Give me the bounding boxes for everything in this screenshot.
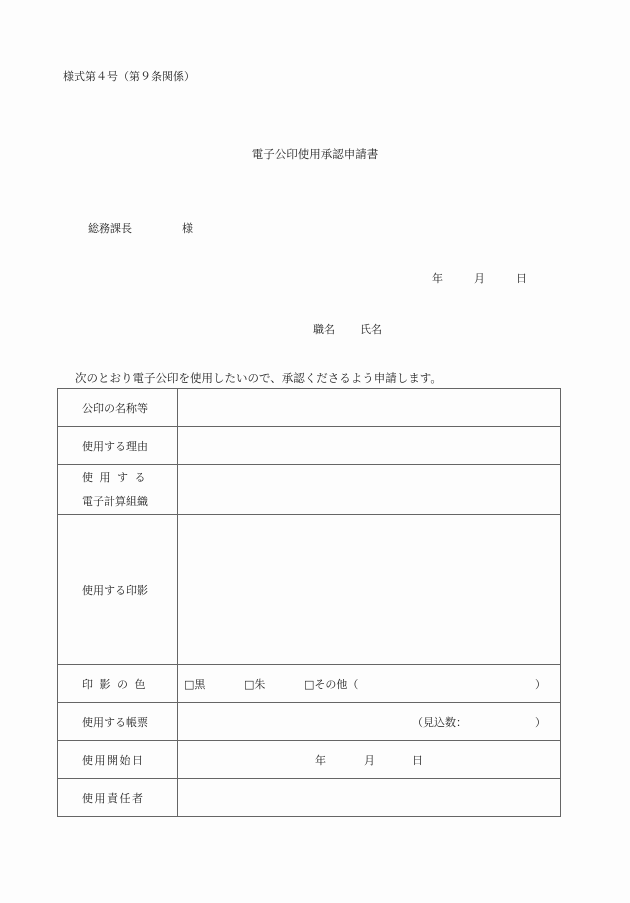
document-title: 電子公印使用承認申請書: [251, 147, 379, 161]
date-month-label: 月: [474, 272, 485, 285]
table-row: [58, 389, 561, 427]
row-label-line2: 電子計算組織: [82, 494, 148, 508]
start-date-field[interactable]: [178, 741, 561, 779]
color-option-other[interactable]: □その他（: [304, 677, 359, 691]
table-row: [58, 741, 561, 779]
row-label-line1: 使 用 す る: [82, 470, 147, 484]
addressee-name: 総務課長: [88, 222, 132, 235]
seal-name-field[interactable]: [178, 389, 561, 427]
seal-impression-field[interactable]: [178, 515, 561, 665]
row-label: 使用する帳票: [58, 703, 178, 741]
table-row: [58, 427, 561, 465]
responsible-person-field[interactable]: [178, 779, 561, 817]
color-option-black[interactable]: □黒: [184, 677, 206, 691]
usage-reason-field[interactable]: [178, 427, 561, 465]
addressee-honorific: 様: [182, 222, 193, 235]
table-row: [58, 465, 561, 515]
row-label: [58, 465, 178, 515]
seal-color-field: [178, 665, 561, 703]
intro-text: 次のとおり電子公印を使用したいので、承認くださるよう申請します。: [75, 371, 442, 385]
row-label: 公印の名称等: [58, 389, 178, 427]
color-option-vermilion[interactable]: □朱: [244, 677, 266, 691]
row-label: 使用する印影: [58, 515, 178, 665]
start-year-label: 年: [315, 753, 326, 767]
start-month-label: 月: [364, 753, 375, 767]
applicant-info: [313, 321, 382, 337]
computer-system-field[interactable]: [178, 465, 561, 515]
form-number: 様式第４号（第９条関係）: [63, 70, 195, 83]
close-paren: ）: [535, 715, 546, 729]
addressee: [88, 220, 193, 236]
name-label: 氏名: [360, 323, 382, 336]
date-year-label: 年: [432, 272, 443, 285]
forms-field[interactable]: [178, 703, 561, 741]
table-row: [58, 779, 561, 817]
row-label: 印 影 の 色: [58, 665, 178, 703]
application-form-table: [57, 388, 561, 817]
row-label: 使用責任者: [58, 779, 178, 817]
row-label: 使用する理由: [58, 427, 178, 465]
close-paren: ）: [535, 677, 546, 691]
table-row: [58, 703, 561, 741]
application-date: [432, 270, 527, 286]
table-row: [58, 665, 561, 703]
date-day-label: 日: [516, 272, 527, 285]
start-day-label: 日: [412, 753, 423, 767]
position-label: 職名: [313, 323, 335, 336]
table-row: [58, 515, 561, 665]
row-label: 使用開始日: [58, 741, 178, 779]
estimate-label: （見込数：: [412, 715, 467, 729]
